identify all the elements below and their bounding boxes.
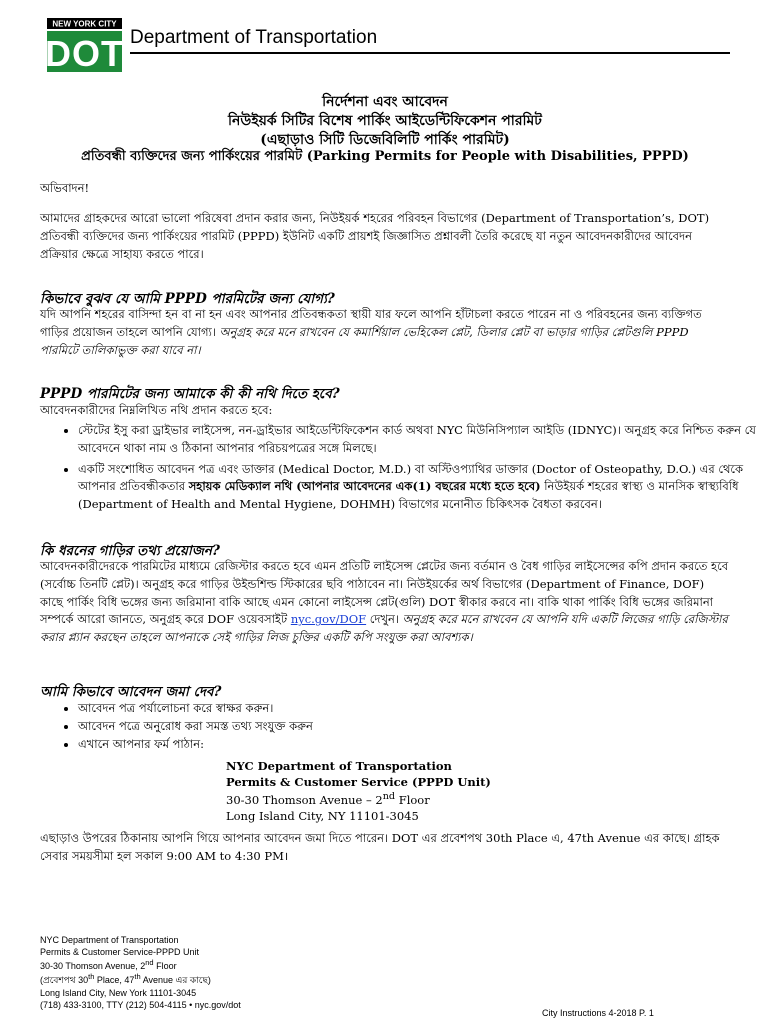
footer-line-4 <box>40 972 241 986</box>
mailing-address <box>226 758 491 824</box>
logo-main-text: DOT <box>47 33 122 72</box>
documents-bullet-2 <box>78 461 768 514</box>
greeting: অভিবাদন! <box>40 181 90 195</box>
footer-line-4c: Avenue এর কাছে) <box>140 975 211 986</box>
footer-line-1: NYC Department of Transportation <box>40 935 179 945</box>
documents-bullet-2-text-b: নিউইয়র্ক শহরের স্বাস্থ্য ও মানসিক স্বাস্থ্যবিধি (Department of Health and Mental Hygiene, DOHMH) বিভাগের মনোনীত চিকিৎসক বৈধতা করবেন। <box>78 479 739 512</box>
intro-paragraph: আমাদের গ্রাহকদের আরো ভালো পরিষেবা প্রদান করার জন্য, নিউইয়র্ক শহরের পরিবহন বিভাগের (Department of Transportation’s, DOT) প্রতিবন্ধী ব্যক্তিদের জন্য পার্কিংয়ের পারমিট (PPPD) ইউনিট একটি প্রায়শই জিজ্ঞাসিত প্রশ্নাবলী তৈরি করেছে যা নতুন আবেদনকারীদের আবেদন প্রক্রিয়ার ক্ষেত্রে সাহায্য করতে পারে। <box>40 211 710 261</box>
footer-line-2: Permits & Customer Service-PPPD Unit <box>40 947 200 958</box>
documents-bullet-1: • স্টেটের ইসু করা ড্রাইভার লাইসেন্স, নন-ড্রাইভার আইডেন্টিফিকেশন কার্ড অথবা NYC মিউনিসিপ্যাল আইডি (IDNYC)। অনুগ্রহ করে নিশ্চিত করুন যে আবেদনে থাকা নাম ও ঠিকানা আপনার পরিচয়পত্রের সঙ্গে মিলছে। <box>78 422 768 458</box>
footer-address <box>40 934 241 1011</box>
footer-line-4-sup-1: th <box>88 972 95 982</box>
dof-website-link[interactable]: nyc.gov/DOF <box>290 612 367 627</box>
in-person-paragraph: এছাড়াও উপরের ঠিকানায় আপনি গিয়ে আপনার আবেদন জমা দিতে পারেন। DOT এর প্রবেশপথ 30th Place এ, 47th Avenue এর কাছে। গ্রাহক সেবার সময়সীমা হল সকাল 9:00 AM to 4:30 PM। <box>40 831 720 863</box>
logo-graphic <box>47 18 122 72</box>
eligibility-note: অনুগ্রহ করে মনে রাখবেন যে কমার্শিয়াল ভেহিকেল প্লেট, ডিলার প্লেট বা ভাড়ার গাড়ির প্লেটগুলি PPPD পারমিটে তালিকাভুক্ত করা যাবে না। <box>40 324 689 357</box>
footer-line-4-sup-2: th <box>134 972 141 982</box>
documents-bullet-2-text-a: একটি সংশোধিত আবেদন পত্র এবং ডাক্তার (Medical Doctor, M.D.) বা অস্টিওপ্যাথির ডাক্তার (Doctor of Osteopathy, D.O.) এর থেকে আপনার প্রতিবন্ধীকতার <box>78 461 744 494</box>
footer-line-6: (718) 433-3100, TTY (212) 504-4115 • nyc.gov/dot <box>40 999 241 1010</box>
eligibility-heading: কিভাবে বুঝব যে আমি PPPD পারমিটের জন্য যোগ্য? <box>40 291 335 307</box>
title-line-3: (এছাড়াও সিটি ডিজেবিলিটি পার্কিং পারমিট) <box>260 132 510 148</box>
footer-line-3a: 30-30 Thomson Avenue, 2 <box>40 961 146 972</box>
apply-bullet-1: • আবেদন পত্র পর্যালোচনা করে স্বাক্ষর করুন। <box>78 700 768 718</box>
apply-list <box>40 700 768 753</box>
header-rule <box>130 52 730 54</box>
department-title: Department of Transportation <box>130 27 378 48</box>
documents-bullet-2-bold: সহায়ক মেডিক্যাল নথি (আপনার আবেদনের এক(1) বছরের মধ্যে হতে হবে) <box>188 479 541 494</box>
documents-intro: আবেদনকারীদের নিম্নলিখিত নথি প্রদান করতে হবে: <box>40 403 273 417</box>
footer-line-3b: Floor <box>153 961 177 972</box>
address-line-4: Long Island City, NY 11101-3045 <box>226 809 419 824</box>
footer-line-3 <box>40 958 241 972</box>
nyc-dot-logo <box>47 18 122 72</box>
footer-line-5: Long Island City, New York 11101-3045 <box>40 987 197 998</box>
eligibility-text: যদি আপনি শহরের বাসিন্দা হন বা না হন এবং আপনার প্রতিবন্ধকতা স্থায়ী যার ফলে আপনি হাঁটাচলা করতে পারেন না ও পরিবহনের জন্য ব্যক্তিগত গাড়ির প্রয়োজন তাহলে আপনি যোগ্য। <box>40 307 702 339</box>
apply-bullet-2: • আবেদন পত্রে অনুরোধ করা সমস্ত তথ্য সংযুক্ত করুন <box>78 718 768 736</box>
address-line-3 <box>226 790 491 808</box>
address-line-3b: Floor <box>395 793 430 808</box>
documents-heading: PPPD পারমিটের জন্য আমাকে কী কী নথি দিতে হবে? <box>40 386 340 402</box>
vehicle-text-a: আবেদনকারীদেরকে পারমিটের মাধ্যমে রেজিস্টার করতে হবে এমন প্রতিটি লাইসেন্স প্লেটের জন্য বর্তমান ও বৈধ গাড়ির লাইসেন্সের কপি প্রদান করতে হবে (সর্বোচ্চ তিনটি প্লেট)। অনুগ্রহ করে গাড়ির উইন্ডশিল্ড স্টিকারের ছবি পাঠাবেন না। নিউইয়র্কের অর্থ বিভাগের (Department of Finance, DOF) কাছে পার্কিং বিধি ভঙ্গের জন্য জরিমানা বাকি আছে এমন কোনো লাইসেন্স প্লেট(গুলি) DOT স্বীকার করবে না। বাকি থাকা পার্কিং বিধি ভঙ্গের জরিমানা সম্পর্কে আরো জানতে, অনুগ্রহ করে DOF ওয়েবসাইট <box>40 559 729 627</box>
apply-bullet-3: • এখানে আপনার ফর্ম পাঠান: <box>78 736 768 754</box>
footer-line-4a: (প্রবেশপথ 30 <box>40 975 89 986</box>
vehicle-paragraph <box>40 558 730 647</box>
address-line-1: NYC Department of Transportation <box>226 759 452 773</box>
vehicle-heading: কি ধরনের গাড়ির তথ্য প্রয়োজন? <box>40 543 220 559</box>
documents-list <box>40 422 768 514</box>
vehicle-text-b: দেখুন। <box>369 612 400 627</box>
page-footer-id: City Instructions 4-2018 P. 1 <box>542 1008 654 1018</box>
footer-line-3-sup: nd <box>145 958 154 968</box>
title-line-4: প্রতিবন্ধী ব্যক্তিদের জন্য পার্কিংয়ের পারমিট (Parking Permits for People with Disabilities, PPPD) <box>81 149 689 164</box>
title-line-1: নির্দেশনা এবং আবেদন <box>322 94 448 110</box>
eligibility-paragraph <box>40 306 730 359</box>
address-line-3a: 30-30 Thomson Avenue – 2 <box>226 793 383 808</box>
apply-heading: আমি কিভাবে আবেদন জমা দেব? <box>40 684 222 700</box>
address-line-2: Permits & Customer Service (PPPD Unit) <box>226 775 491 790</box>
vehicle-note: অনুগ্রহ করে মনে রাখবেন যে আপনি যদি একটি লিজের গাড়ি রেজিস্টার করার প্ল্যান করছেন তাহলে আপনাকে সেই গাড়ির লিজ চুক্তির একটি কপি সংযুক্ত করা আবশ্যক। <box>40 612 728 645</box>
address-line-3-sup: nd <box>382 791 396 803</box>
logo-top-text: NEW YORK CITY <box>52 19 117 29</box>
footer-line-4b: Place, 47 <box>94 975 135 986</box>
title-line-2: নিউইয়র্ক সিটির বিশেষ পার্কিং আইডেন্টিফিকেশন পারমিট <box>228 113 542 129</box>
